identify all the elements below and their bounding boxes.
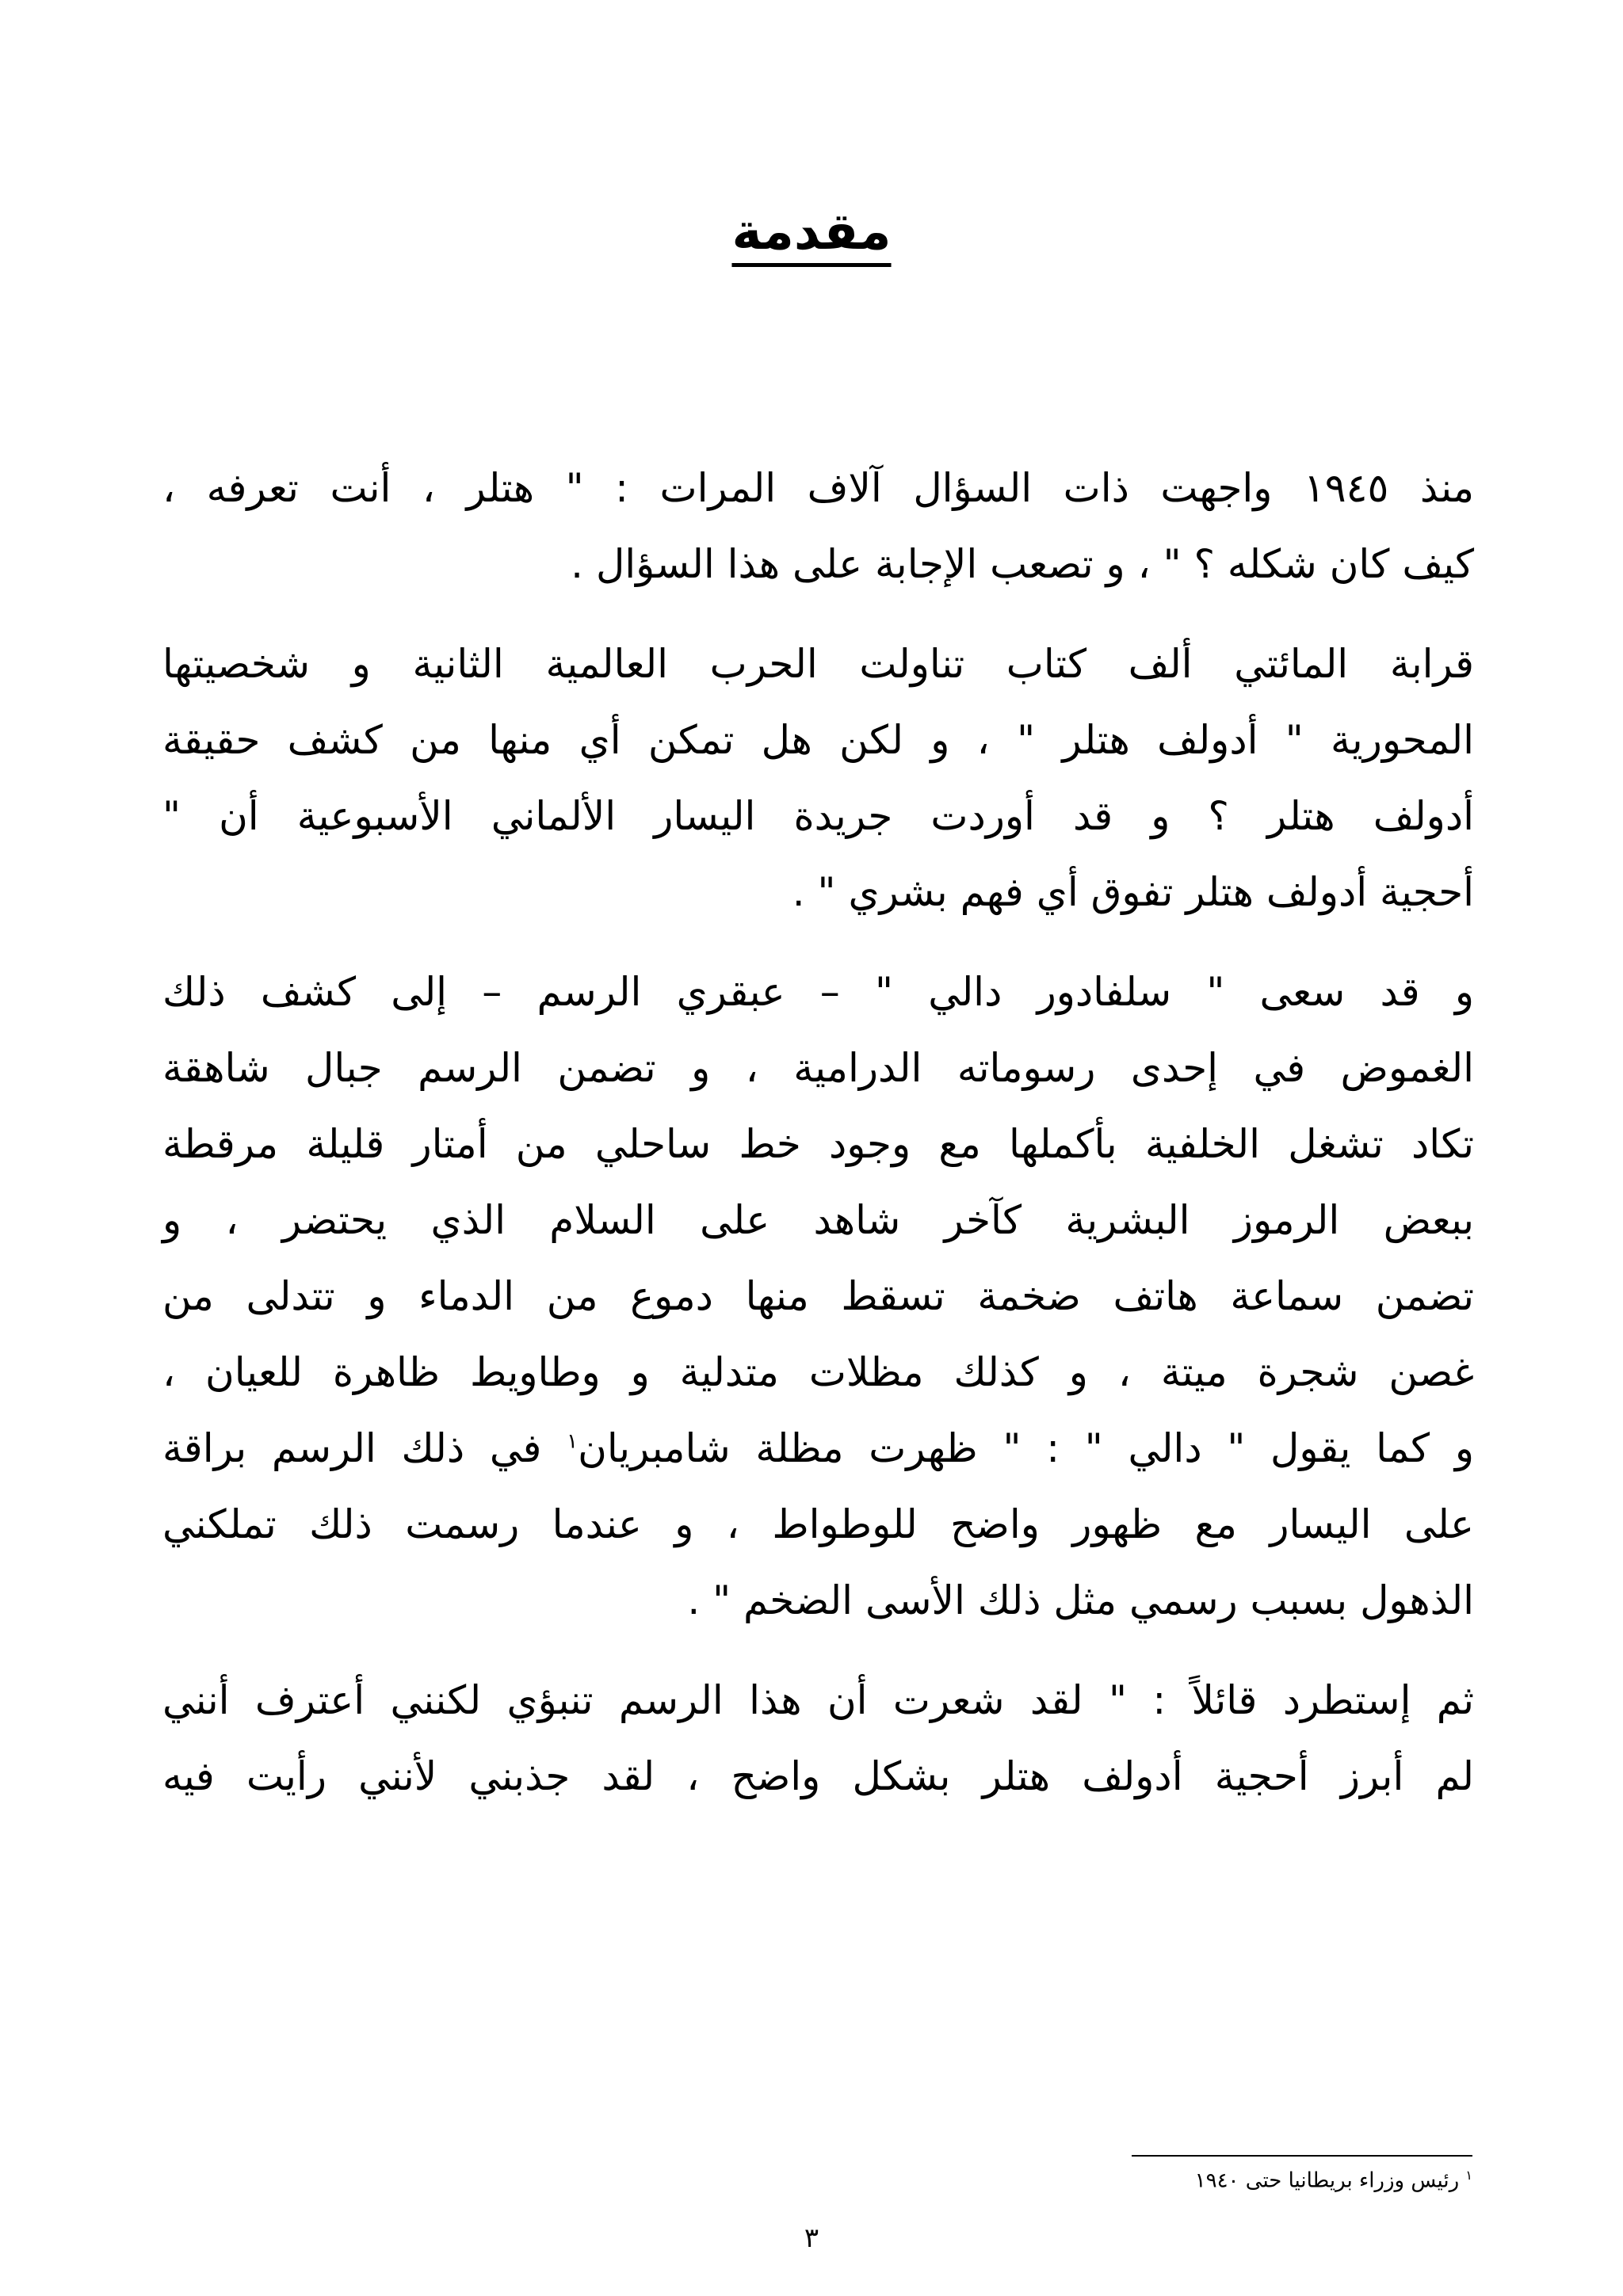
text-segment: في ذلك الرسم براقة	[162, 1425, 542, 1471]
body-text	[162, 450, 1474, 1814]
text-line: تضمن سماعة هاتف ضخمة تسقط منها دموع من الدماء و تتدلى من	[162, 1273, 1474, 1319]
text-line: و قد سعى " سلفادور دالي " – عبقري الرسم – إلى كشف ذلك	[162, 969, 1474, 1015]
text-line: الذهول بسبب رسمي مثل ذلك الأسى الضخم " .	[687, 1577, 1474, 1623]
footnote	[1195, 2168, 1472, 2195]
text-line: أحجية أدولف هتلر تفوق أي فهم بشري " .	[792, 869, 1474, 915]
text-line: تكاد تشغل الخلفية بأكملها مع وجود خط ساحلي من أمتار قليلة مرقطة	[162, 1121, 1474, 1167]
text-segment: و كما يقول " دالي " : " ظهرت مظلة شامبريان	[578, 1425, 1474, 1471]
page-title	[0, 202, 1623, 263]
text-line: ثم إستطرد قائلاً : " لقد شعرت أن هذا الرسم تنبؤي لكنني أعترف أنني	[162, 1677, 1474, 1723]
text-line: على اليسار مع ظهور واضح للوطواط ، و عندما رسمت ذلك تملكني	[162, 1501, 1474, 1547]
footnote-reference[interactable]: ١	[567, 1429, 579, 1454]
text-line: الغموض في إحدى رسوماته الدرامية ، و تضمن الرسم جبال شاهقة	[162, 1045, 1474, 1091]
text-line: أدولف هتلر ؟ و قد أوردت جريدة اليسار الألماني الأسبوعية أن "	[162, 793, 1474, 839]
footnote-marker: ١	[1465, 2168, 1472, 2183]
text-line-with-footnote	[162, 1410, 1474, 1486]
footnote-text: رئيس وزراء بريطانيا حتى ١٩٤٠	[1194, 2168, 1460, 2193]
text-line: المحورية " أدولف هتلر " ، و لكن هل تمكن أي منها من كشف حقيقة	[162, 717, 1474, 763]
text-line: لم أبرز أحجية أدولف هتلر بشكل واضح ، لقد جذبني لأنني رأيت فيه	[162, 1753, 1474, 1799]
page-title-text: مقدمة	[731, 203, 892, 261]
footnote-separator	[1132, 2155, 1472, 2157]
text-line: كيف كان شكله ؟ " ، و تصعب الإجابة على هذا السؤال .	[571, 541, 1474, 587]
text-line: قرابة المائتي ألف كتاب تناولت الحرب العالمية الثانية و شخصيتها	[162, 641, 1474, 687]
text-line: منذ ١٩٤٥ واجهت ذات السؤال آلاف المرات : " هتلر ، أنت تعرفه ،	[162, 465, 1474, 511]
text-line: غصن شجرة ميتة ، و كذلك مظلات متدلية و وطاويط ظاهرة للعيان ،	[162, 1349, 1474, 1395]
page-number: ٣	[804, 2222, 819, 2254]
text-line: ببعض الرموز البشرية كآخر شاهد على السلام الذي يحتضر ، و	[162, 1197, 1474, 1243]
